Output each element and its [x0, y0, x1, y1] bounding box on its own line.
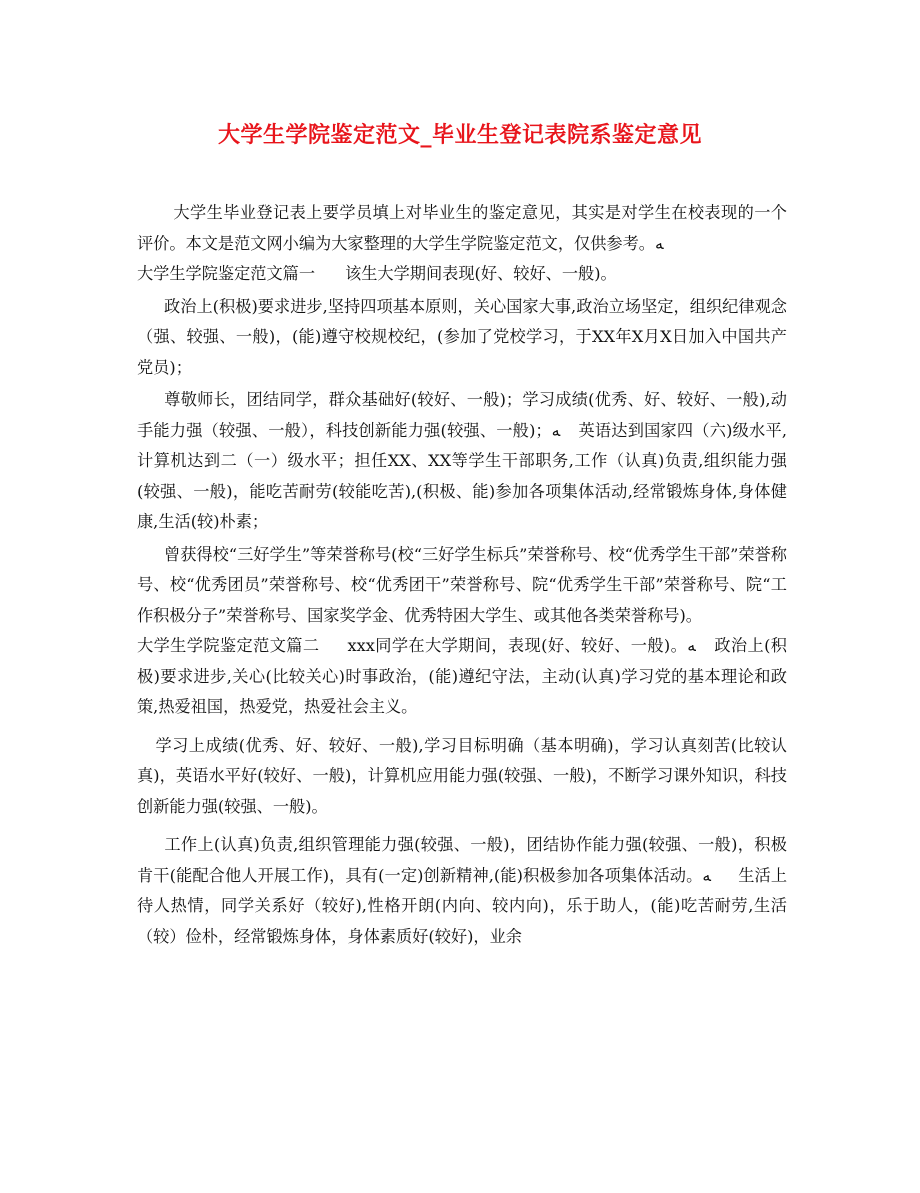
section-heading-two: 大学生学院鉴定范文篇二 [137, 636, 320, 655]
paragraph-study: 学习上成绩(优秀、好、较好、一般),学习目标明确（基本明确)，学习认真刻苦(比较认真)，英语水平好(较好、一般)，计算机应用能力强(较强、一般)，不断学习课外知识，科技创新能力强(较强、一般)。 [137, 735, 787, 816]
paragraph-work: 工作上(认真)负责,组织管理能力强(较强、一般)，团结协作能力强(较强、一般)，积极肯干(能配合他人开展工作)，具有(一定)创新精神,(能)积极参加各项集体活动。ﻪ 生活上待人热情，同学关系好（较好),性格开朗(内向、较内向)，乐于助人，(能)吃苦耐劳,生活（较）俭朴，经常锻炼身体，身体素质好(较好)，业余 [137, 835, 788, 946]
paragraph-section-one: 大学生学院鉴定范文篇一 该生大学期间表现(好、较好、一般)。 [137, 264, 617, 283]
document-body [137, 198, 787, 952]
paragraph-respect: 尊敬师长，团结同学，群众基础好(较好、一般)；学习成绩(优秀、好、较好、一般),动手能力强（较强、一般），科技创新能力强(较强、一般)；ﻪ 英语达到国家四（六)级水平,计算机达到二（一）级水平；担任XX、XX等学生干部职务,工作（认真)负责,组织能力强(较强、一般)，能吃苦耐劳(较能吃苦),(积极、能)参加各项集体活动,经常锻炼身体,身体健康,生活(较)朴素； [137, 390, 787, 531]
paragraph-section-two: 大学生学院鉴定范文篇二 xxx同学在大学期间，表现(好、较好、一般)。ﻪ 政治上(积极)要求进步,关心(比较关心)时事政治，(能)遵纪守法，主动(认真)学习党的基本理论和政策,热爱祖国，热爱党，热爱社会主义。 [137, 636, 787, 716]
section-heading-one: 大学生学院鉴定范文篇一 [137, 264, 316, 283]
paragraph-politics: 政治上(积极)要求进步,坚持四项基本原则，关心国家大事,政治立场坚定，组织纪律观念（强、较强、一般)，(能)遵守校规校纪，(参加了党校学习，于XX年X月X日加入中国共产党员)； [137, 296, 787, 377]
document-title: 大学生学院鉴定范文_毕业生登记表院系鉴定意见 [217, 122, 702, 148]
paragraph-intro: 大学生毕业登记表上要学员填上对毕业生的鉴定意见，其实是对学生在校表现的一个评价。本文是范文网小编为大家整理的大学生学院鉴定范文，仅供参考。ﻪ [137, 203, 787, 253]
paragraph-honors: 曾获得校“三好学生”等荣誉称号(校“三好学生标兵”荣誉称号、校“优秀学生干部”荣誉称号、校“优秀团员”荣誉称号、校“优秀团干”荣誉称号、院“优秀学生干部”荣誉称号、院“工作积极分子”荣誉称号、国家奖学金、优秀特困大学生、或其他各类荣誉称号)。 [137, 544, 787, 625]
